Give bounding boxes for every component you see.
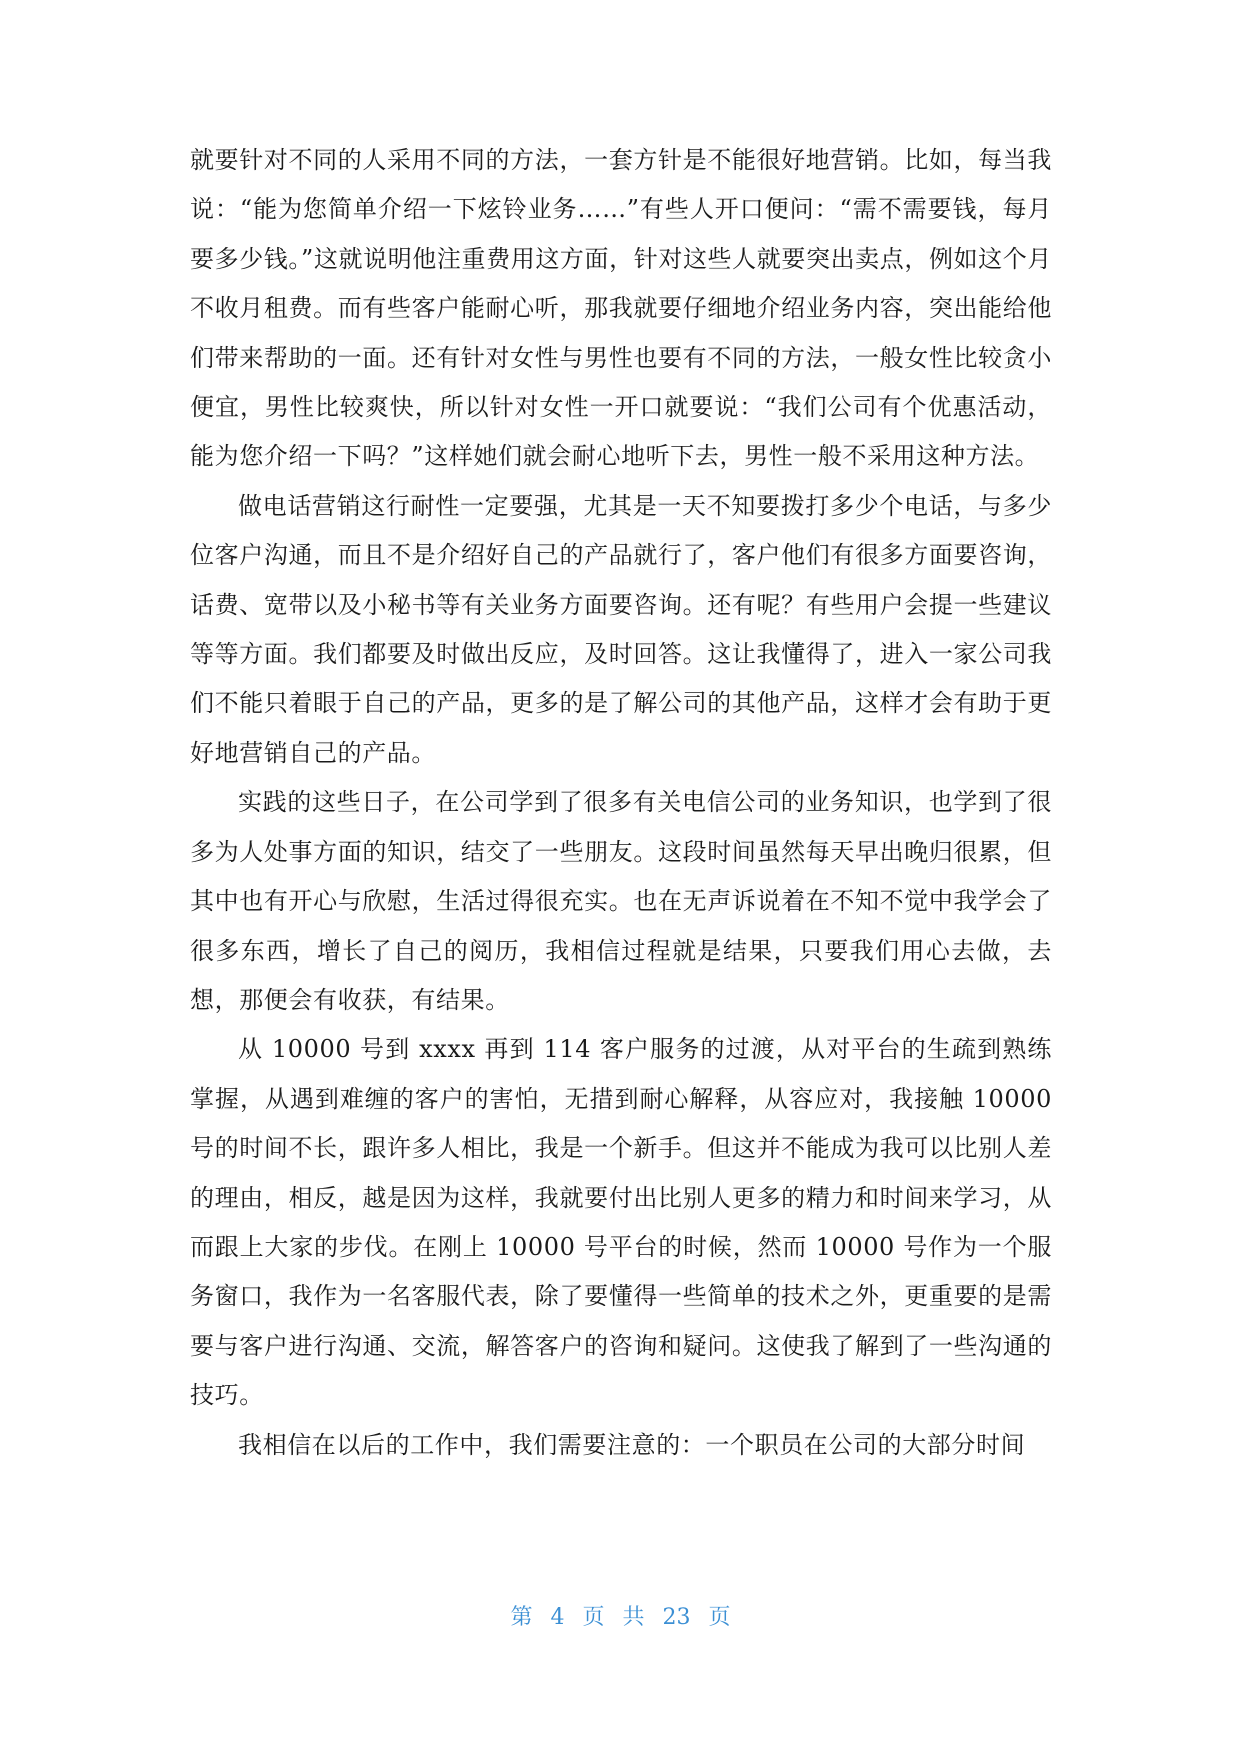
- footer-ye2: 页: [708, 1605, 731, 1630]
- paragraph-1: 就要针对不同的人采用不同的方法，一套方针是不能很好地营销。比如，每当我说：“能为您简单介绍一下炫铃业务……”有些人开口便问：“需不需要钱，每月要多少钱。”这就说明他注重费用这方面，针对这些人就要突出卖点，例如这个月不收月租费。而有些客户能耐心听，那我就要仔细地介绍业务内容，突出能给他们带来帮助的一面。还有针对女性与男性也要有不同的方法，一般女性比较贪小便宜，男性比较爽快，所以针对女性一开口就要说：“我们公司有个优惠活动，能为您介绍一下吗？”这样她们就会耐心地听下去，男性一般不采用这种方法。: [190, 146, 1052, 471]
- page-footer: [0, 1600, 1241, 1631]
- footer-current-page: 4: [550, 1605, 565, 1630]
- paragraph-4: 从 10000 号到 xxxx 再到 114 客户服务的过渡，从对平台的生疏到熟练掌握，从遇到难缠的客户的害怕，无措到耐心解释，从容应对，我接触 10000 号的时间不长，跟许多人相比，我是一个新手。但这并不能成为我可以比别人差的理由，相反，越是因为这样，我就要付出比别人更多的精力和时间来学习，从而跟上大家的步伐。在刚上 10000 号平台的时候，然而 10000 号作为一个服务窗口，我作为一名客服代表，除了要懂得一些简单的技术之外，更重要的是需要与客户进行沟通、交流，解答客户的咨询和疑问。这使我了解到了一些沟通的技巧。: [190, 1035, 1052, 1410]
- paragraph-3: 实践的这些日子，在公司学到了很多有关电信公司的业务知识，也学到了很多为人处事方面的知识，结交了一些朋友。这段时间虽然每天早出晚归很累，但其中也有开心与欣慰，生活过得很充实。也在无声诉说着在不知不觉中我学会了很多东西，增长了自己的阅历，我相信过程就是结果，只要我们用心去做，去想，那便会有收获，有结果。: [190, 788, 1052, 1014]
- paragraph-5: 我相信在以后的工作中，我们需要注意的：一个职员在公司的大部分时间: [238, 1430, 1026, 1459]
- footer-total-pages: 23: [662, 1605, 691, 1630]
- footer-gong: 共: [622, 1605, 645, 1630]
- document-body: [190, 136, 1052, 1470]
- footer-di: 第: [510, 1605, 533, 1630]
- paragraph-2: 做电话营销这行耐性一定要强，尤其是一天不知要拨打多少个电话，与多少位客户沟通，而且不是介绍好自己的产品就行了，客户他们有很多方面要咨询，话费、宽带以及小秘书等有关业务方面要咨询。还有呢？有些用户会提一些建议等等方面。我们都要及时做出反应，及时回答。这让我懂得了，进入一家公司我们不能只着眼于自己的产品，更多的是了解公司的其他产品，这样才会有助于更好地营销自己的产品。: [190, 491, 1052, 767]
- footer-ye: 页: [582, 1605, 605, 1630]
